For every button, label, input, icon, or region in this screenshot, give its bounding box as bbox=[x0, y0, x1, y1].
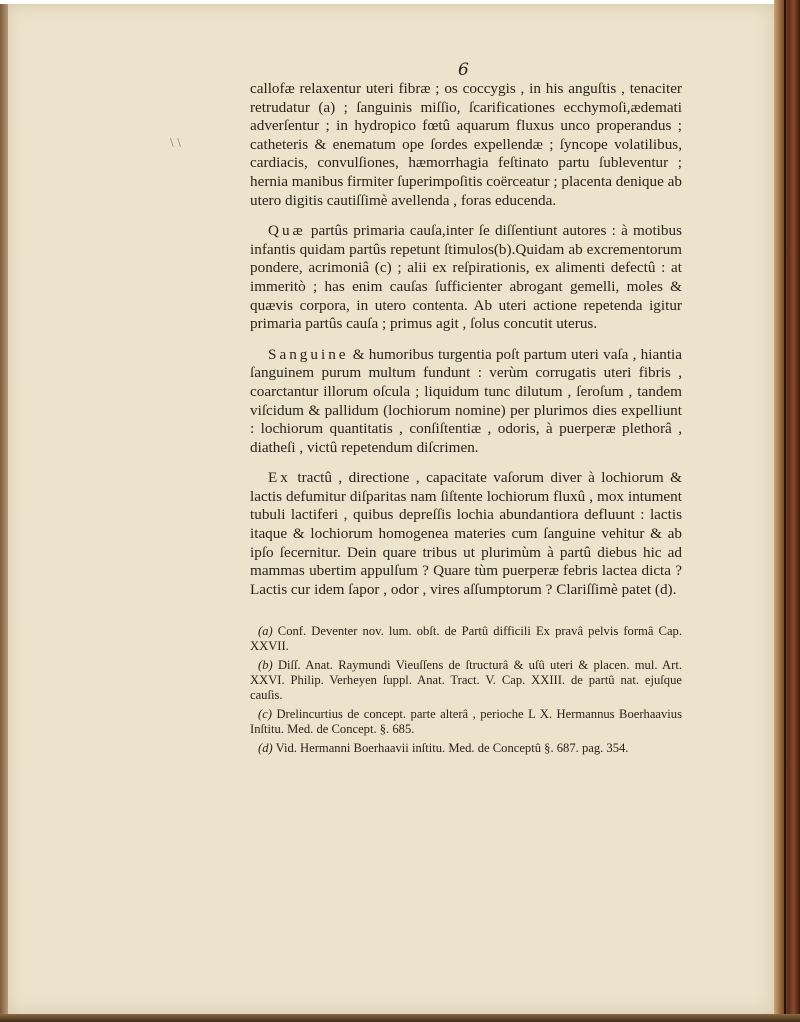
paragraph-4 bbox=[250, 469, 682, 599]
paragraph-3-lead: Sanguine bbox=[268, 345, 349, 363]
footnote-d-text: Vid. Hermanni Boerhaavii inſtitu. Med. de Conceptû §. 687. pag. 354. bbox=[272, 741, 629, 755]
paragraph-1-text: callofæ relaxentur uteri fibræ ; os coccygis , in his anguſtis , tenaciter retrudatur (a) ; ſanguinis miſſio, ſcarificationes ecchymoſi,ædemati adverſentur ; in hydropico fœtû aquarum fluxus unco properandus ; catheteris & enematum ope ſordes expellendæ ; ſyncope volatilibus, cardiacis, convulſiones, hæmorrhagia feſtinato partu ſubleventur ; hernia manibus firmiter ſuperimpoſitis coërceatur ; placenta denique ab utero digitis cautiſſimè avellenda , foras educenda. bbox=[250, 80, 682, 209]
paragraph-2-text: partûs primaria cauſa,inter ſe diſſentiunt autores : à motibus infantis quidam partûs repetunt ſtimulos(b).Quidam ab excrementorum pondere, acrimoniâ (c) ; alii ex reſpirationis, ex alimenti defectû : at immeritò ; has enim cauſas ſufficienter abrogant gemelli, moles & quævis corpora, in utero contenta. Ab uteri actione repetenda igitur primaria partûs cauſa ; primus agit , ſolus concutit uterus. bbox=[250, 222, 682, 333]
paragraph-2-lead: Quæ bbox=[268, 222, 306, 240]
footnote-c-mark: (c) bbox=[258, 707, 272, 721]
body-text bbox=[250, 80, 682, 611]
spine-gutter-line bbox=[784, 0, 786, 1022]
footnote-a bbox=[250, 624, 682, 654]
page-number: 6 bbox=[458, 60, 469, 80]
footnotes bbox=[250, 624, 682, 760]
paragraph-3-text: & humoribus turgentia poſt partum uteri vaſa , hiantia ſanguinem purum multum fundunt : verùm corrugatis uteri fibris , coarctantur illorum oſcula ; liquidum tunc dilutum , ſeroſum , tandem viſcidum & pallidum (lochiorum nomine) per plurimos dies expelliunt : lochiorum quantitatis , conſiſtentiæ , odoris, à puerperæ plethorâ , diatheſi , victû repetendum diſcrimen. bbox=[250, 345, 682, 456]
paragraph-2 bbox=[250, 222, 682, 334]
page-bottom-edge bbox=[0, 1014, 800, 1022]
footnote-b-mark: (b) bbox=[258, 658, 273, 672]
footnote-c-text: Drelincurtius de concept. parte alterâ , perioche L X. Hermannus Boerhaavius Inſtitu. Med. de Concept. §. 685. bbox=[250, 707, 682, 736]
margin-mark: \ \ bbox=[170, 136, 181, 149]
book-spine bbox=[774, 0, 800, 1022]
page-left-edge bbox=[0, 4, 8, 1018]
footnote-a-mark: (a) bbox=[258, 624, 273, 638]
footnote-a-text: Conf. Deventer nov. lum. obſt. de Partû difficili Ex pravâ pelvis formâ Cap. XXVII. bbox=[250, 624, 682, 653]
footnote-d-mark: (d) bbox=[258, 741, 273, 755]
footnote-c bbox=[250, 707, 682, 737]
footnote-d bbox=[250, 741, 682, 756]
paragraph-4-lead: Ex bbox=[268, 469, 291, 487]
paragraph-1 bbox=[250, 80, 682, 210]
paragraph-3 bbox=[250, 346, 682, 458]
paragraph-4-text: tractû , directione , capacitate vaſorum diver à lochiorum & lactis defumitur diſparitas nam ſiſtente lochiorum fluxû , mox intument tubuli lactiferi , quibus depreſſis lochia abundantiora defluunt : lactis itaque & lochiorum homogenea materies cum ſanguine vehitur & ab ipſo ſecernitur. Dein quare tribus ut plurimùm à partû diebus hic ad mammas ubertim appulſum ? Quare tùm puerperæ febris lactea dicta ? Lactis cur idem ſapor , odor , vires aſſumptorum ? Clariſſimè patet (d). bbox=[250, 469, 682, 598]
footnote-b bbox=[250, 658, 682, 703]
footnote-b-text: Diſſ. Anat. Raymundi Vieuſſens de ſtructurâ & uſû uteri & placen. mul. Art. XXVI. Philip. Verheyen ſuppl. Anat. Tract. V. Cap. XXIII. de partû nat. ejuſque cauſis. bbox=[250, 658, 682, 702]
